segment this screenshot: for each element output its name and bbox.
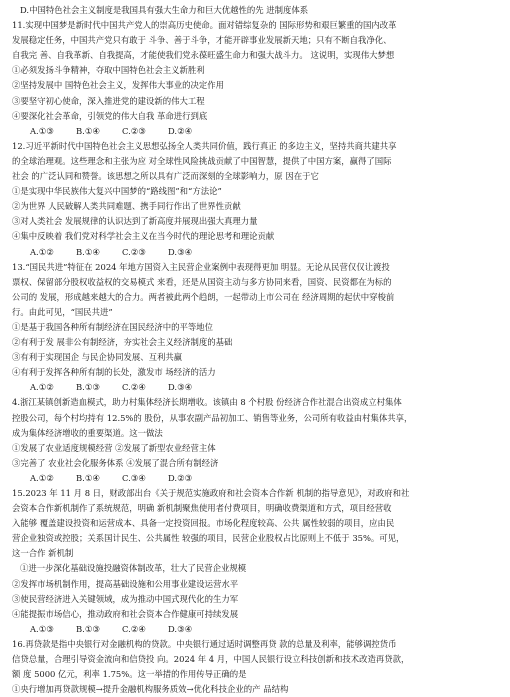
text-line: ③对人类社会 发展规律的认识达到了新高度并展现出强大真理力量 (12, 216, 258, 227)
answer-choice: A.①③ (30, 125, 54, 136)
answer-choice: B.①③ (76, 382, 100, 393)
answer-choices (12, 471, 500, 486)
answer-choice: A.①② (30, 382, 54, 393)
answer-choice: A.①③ (30, 623, 54, 634)
text-line: ①发展了农业适度规模经营 ②发展了新型农业经营主体 (12, 442, 216, 453)
text-line: 票权、保留部分股权收益权的交易模式 来看，还是从国资主动与多方协同来看，国资、民资都在为标的 (12, 276, 392, 287)
text-line: ①央行增加再贷款规模→提升金融机构服务质效→优化科技企业的产 品结构 (12, 684, 289, 695)
answer-choice: D.③④ (168, 246, 193, 257)
answer-choice: B.①③ (76, 623, 100, 634)
text-line: 成为集体经济增收的重要渠道。这一做法 (12, 427, 163, 438)
text-line: ④集中反映着 我们党对科学社会主义在当今时代的理论思考和理论贡献 (12, 231, 275, 242)
text-line: 额 度 5000 亿元，利率 1.75%。这一举措的作用传导正确的是 (12, 669, 247, 680)
answer-choice: C.②③ (122, 246, 146, 257)
answer-choice: D.②④ (168, 125, 193, 136)
text-line: ②坚持发展中 国特色社会主义，发挥伟大事业的决定作用 (12, 80, 225, 91)
question-stem-line: 11.实现中国梦是新时代中国共产党人的崇高历史使命。面对错综复杂的 国际形势和艰巨繁重的国内改革 (12, 20, 397, 31)
text-line: 的全球治理观。这些理念和主张为应 对全球性风险挑战贡献了中国智慧，提供了中国方案，赢得了国际 (12, 155, 392, 166)
question-stem-line: 12.习近平新时代中国特色社会主义思想弘扬全人类共同价值，践行真正 的多边主义，坚持共商共建共享 (12, 140, 397, 151)
text-line: ①进一步深化基础设施投融资体制改革，壮大了民营企业规模 (20, 563, 247, 574)
text-line: 公司的 发展，形成越来越大的合力。两者被此两个趋朗，一起带动上市公司在 经济周期的起伏中穿梭前 (12, 291, 395, 302)
text-line: D.中国特色社会主义制度是我国具有强大生命力和巨大优越性的先 进制度体系 (20, 5, 309, 15)
text-line: 行。由此可见，“国民共进” (12, 306, 113, 317)
answer-choice: C.②④ (122, 382, 146, 393)
answer-choice: A.①② (30, 246, 54, 257)
text-line: ④要深化社会革命，引领党的伟大自我 革命进行到底 (12, 110, 208, 121)
text-line: 入能够 覆盖建设投资和运营成本、具备一定投资回报。市场化程度较高、公共 属性较弱的项目，应由民 (12, 518, 395, 529)
text-line: 社会 的广泛认同和赞誉。该思想之所以具有广泛而深刻的全球影响力，原 因在于它 (12, 171, 319, 182)
text-line: 发展稳定任务，中国共产党只有敢于 斗争、善于斗争，才能开辟事业发展新天地；只有不断自我净化、 (12, 35, 392, 46)
text-line: ②发挥市场机制作用，提高基础设施和公用事业建设运营水平 (12, 578, 239, 589)
answer-choice: D.②③ (168, 472, 193, 483)
text-line: ②为世界 人民破解人类共同难题、携手同行作出了世界性贡献 (12, 201, 241, 212)
answer-choice: D.③④ (168, 623, 193, 634)
text-line: ③使民营经济进入关键领域，成为推动中国式现代化的生力军 (12, 593, 239, 604)
question-stem-line: 16.再贷款是指中央银行对金融机构的贷款。中央银行通过适时调整再贷 款的总量及利率，能够调控货币 (12, 638, 397, 649)
text-line: ③有利于实现国企 与民企协同发展、互利共赢 (12, 352, 183, 363)
text-line: 营企业独资或控股；关系国计民生、公共属性 较强的项目，民营企业股权占比原则上不低于 35%。可见， (12, 533, 405, 544)
answer-choices (12, 622, 500, 637)
text-line: ④有利于发挥各种所有制的长处，激发市 场经济的活力 (12, 367, 216, 378)
answer-choices (12, 124, 500, 139)
text-line: 这一合作 新机制 (12, 548, 74, 559)
answer-choices (12, 380, 500, 395)
answer-choice: B.①④ (76, 125, 100, 136)
answer-choice: C.③④ (122, 472, 146, 483)
answer-choice: A.①② (30, 472, 54, 483)
text-line: ①必须发扬斗争精神，夺取中国特色社会主义新胜利 (12, 65, 205, 76)
question-stem-line: 15.2023 年 11 月 8 日，财政部出台《关于规范实施政府和社会资本合作新 机制的指导意见》，对政府和社 (12, 488, 410, 498)
answer-choice: B.①④ (76, 246, 100, 257)
question-stem-line: 13.“国民共进”特征在 2024 年地方国资入主民营企业案例中表现得更加 明显。无论从民营仅仅让渡投 (12, 261, 390, 272)
text-line: 自我完 善、自我革新、自我提高，才能使我们党永葆旺盛生命力和强大战斗力。 这说明，实现伟大梦想 (12, 50, 395, 61)
answer-choice: C.②③ (122, 125, 146, 136)
answer-choice: C.②④ (122, 623, 146, 634)
text-line: ③要坚守初心使命，深入推进党的建设新的伟大工程 (12, 95, 205, 106)
text-line: 会资本合作新机制作了系统规范，明确 新机制聚焦使用者付费项目，明确收费渠道和方式，项目经营收 (12, 503, 392, 514)
answer-choice: B.①④ (76, 472, 100, 483)
answer-choice: D.③④ (168, 382, 193, 393)
text-line: ③完善了 农业社会化服务体系 ④发展了混合所有制经济 (12, 457, 219, 468)
text-line: ②有利于发 展非公有制经济，夯实社会主义经济制度的基础 (12, 337, 233, 348)
text-line: 控股公司，每个村均持有 12.5%的 股份，从事农副产品初加工、销售等业务，公司所有收益由村集体共享， (12, 412, 413, 423)
answer-choices (12, 245, 500, 260)
text-line: ①是实现中华民族伟大复兴中国梦的“路线图”和“方法论” (12, 186, 222, 197)
question-stem-line: 4.浙江某镇创新造血模式，助力村集体经济长期增收。该镇由 8 个村股 份经济合作社混合出资成立村集体 (12, 397, 402, 408)
text-line: ①是基于我国各种所有制经济在国民经济中的平等地位 (12, 321, 213, 332)
text-line: 信贷总量，合理引导资金流向和信贷投 向。2024 年 4 月，中国人民银行设立科技创新和技术改造再贷款， (12, 654, 410, 665)
text-line: ④能提振市场信心，推动政府和社会资本合作健康可持续发展 (12, 608, 239, 619)
